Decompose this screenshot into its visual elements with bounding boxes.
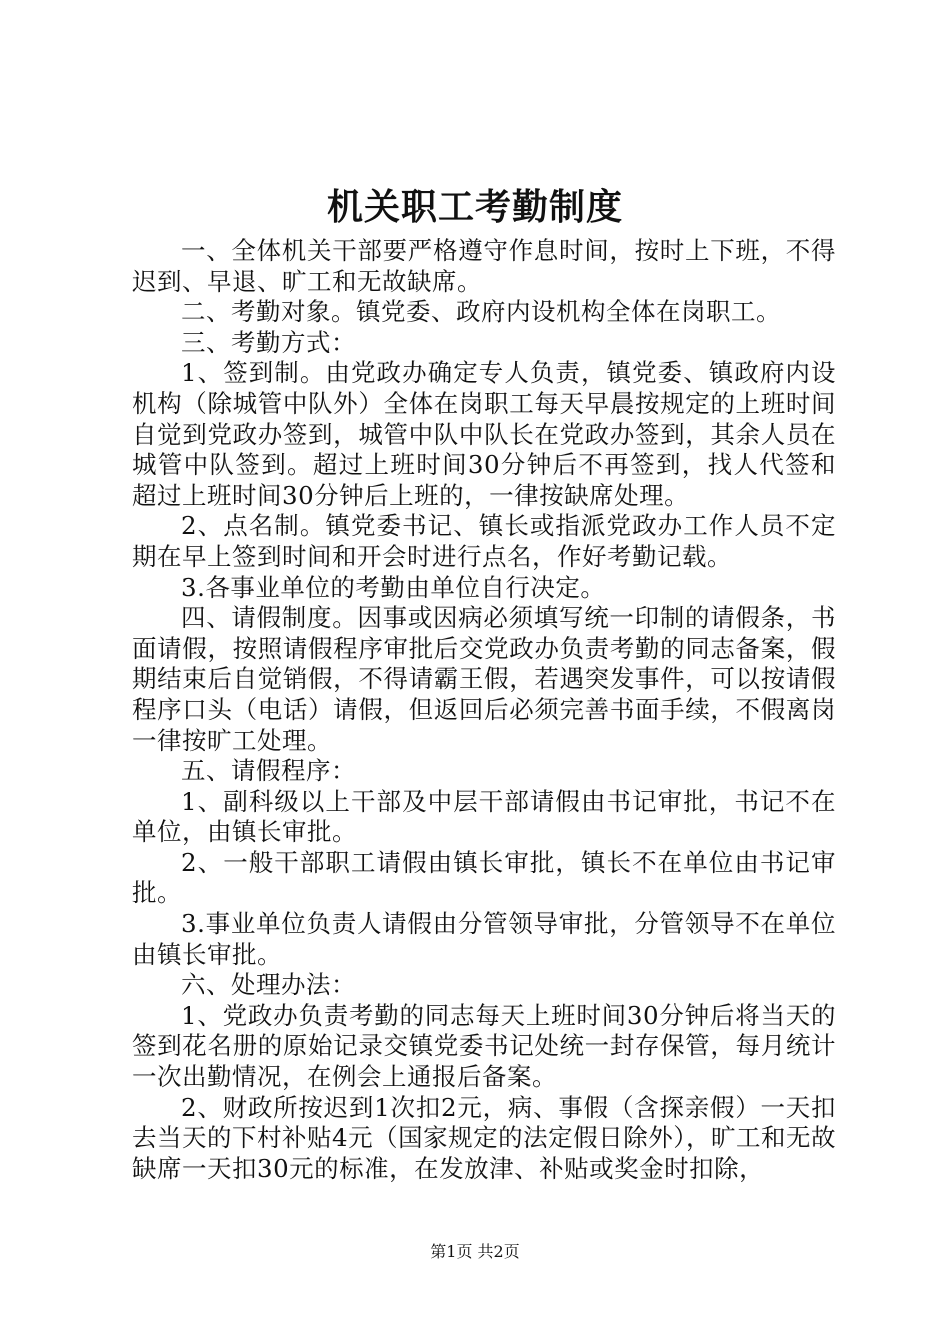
paragraph: 1、签到制。由党政办确定专人负责，镇党委、镇政府内设机构（除城管中队外）全体在岗职工每天早晨按规定的上班时间自觉到党政办签到，城管中队中队长在党政办签到，其余人员在城管中队签到。超过上班时间30分钟后不再签到，找人代签和超过上班时间30分钟后上班的，一律按缺席处理。 bbox=[132, 358, 836, 510]
paragraph: 2、财政所按迟到1次扣2元，病、事假（含探亲假）一天扣去当天的下村补贴4元（国家规定的法定假日除外），旷工和无故缺席一天扣30元的标准，在发放津、补贴或奖金时扣除， bbox=[132, 1092, 836, 1183]
paragraph: 二、考勤对象。镇党委、政府内设机构全体在岗职工。 bbox=[181, 297, 781, 327]
paragraph: 3.各事业单位的考勤由单位自行决定。 bbox=[181, 572, 606, 602]
document-body bbox=[132, 236, 836, 1184]
paragraph: 3.事业单位负责人请假由分管领导审批，分管领导不在单位由镇长审批。 bbox=[132, 909, 836, 969]
paragraph: 三、考勤方式： bbox=[181, 327, 356, 357]
paragraph: 一、全体机关干部要严格遵守作息时间，按时上下班，不得迟到、早退、旷工和无故缺席。 bbox=[132, 236, 836, 296]
page-footer: 第1页 共2页 bbox=[430, 1242, 520, 1261]
document-title: 机关职工考勤制度 bbox=[326, 186, 623, 228]
paragraph: 2、点名制。镇党委书记、镇长或指派党政办工作人员不定期在早上签到时间和开会时进行点名，作好考勤记载。 bbox=[132, 511, 836, 571]
paragraph: 1、党政办负责考勤的同志每天上班时间30分钟后将当天的签到花名册的原始记录交镇党委书记处统一封存保管，每月统计一次出勤情况，在例会上通报后备案。 bbox=[132, 1000, 836, 1092]
paragraph: 2、一般干部职工请假由镇长审批，镇长不在单位由书记审批。 bbox=[132, 847, 836, 908]
paragraph: 四、请假制度。因事或因病必须填写统一印制的请假条，书面请假，按照请假程序审批后交党政办负责考勤的同志备案，假期结束后自觉销假，不得请霸王假，若遇突发事件，可以按请假程序口头（电话）请假，但返回后必须完善书面手续，不假离岗一律按旷工处理。 bbox=[132, 603, 836, 755]
paragraph: 六、处理办法： bbox=[181, 970, 356, 1000]
paragraph: 1、副科级以上干部及中层干部请假由书记审批，书记不在单位，由镇长审批。 bbox=[132, 786, 836, 847]
paragraph: 五、请假程序： bbox=[181, 756, 356, 786]
